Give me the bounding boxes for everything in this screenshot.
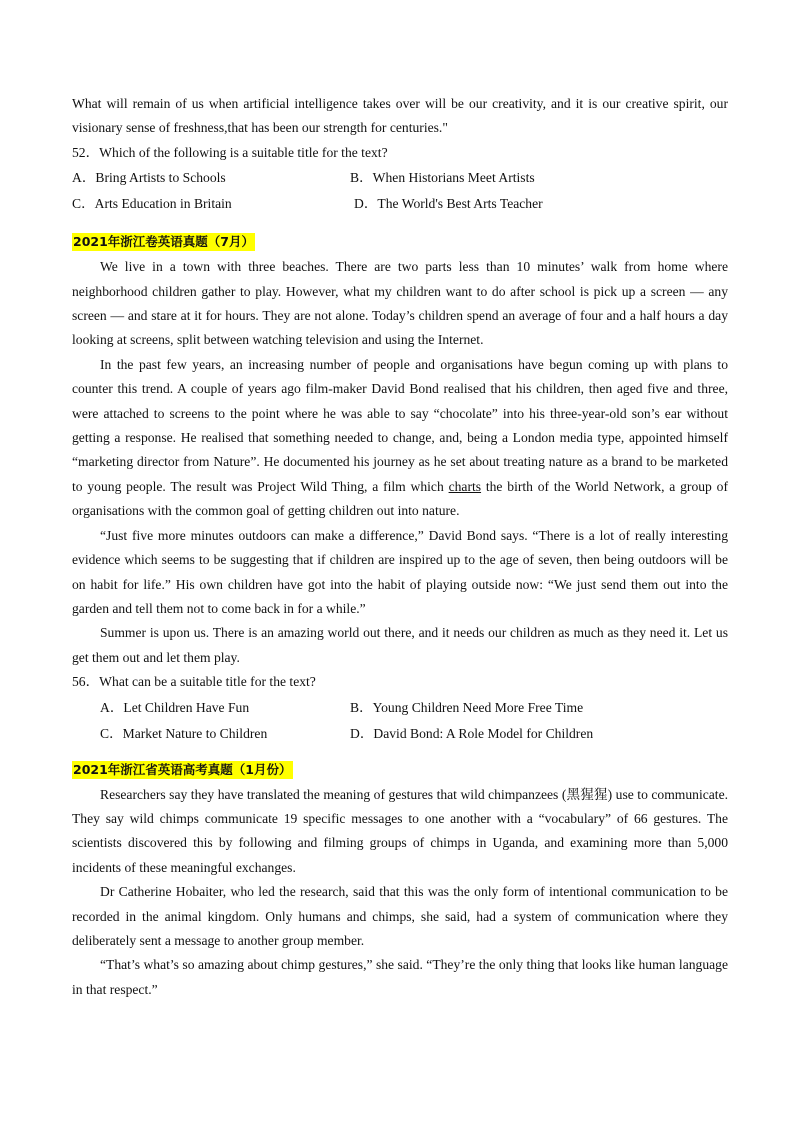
q52-option-a[interactable]: A．Bring Artists to Schools [72, 170, 226, 186]
section1-paragraph-1: We live in a town with three beaches. There are two parts less than 10 minutes’ walk from home where neighborhood children gather to play. However, what my children want to do after school is pick up a screen — any screen — and stare at it for hours. They are not alone. Today’s children spend an average of four and a half hours a day looking at screens, split between watching television and using the Internet. [72, 259, 728, 348]
section-header-wrap [72, 761, 728, 783]
q52-option-b[interactable]: B．When Historians Meet Artists [350, 170, 535, 186]
q56-options-row-1 [72, 695, 728, 721]
section-header-2021-july: 2021年浙江卷英语真题（7月） [73, 234, 254, 250]
q56-option-b[interactable]: B．Young Children Need More Free Time [350, 699, 584, 715]
intro-paragraph: What will remain of us when artificial intelligence takes over will be our creativity, and it is our creative spirit, our visionary sense of freshness,that has been our strength for centuries." [72, 96, 728, 136]
section2-paragraph-1: Researchers say they have translated the meaning of gestures that wild chimpanzees (黑猩猩) use to communicate. They say wild chimps communicate 19 specific messages to one another with a “vocabulary” of 66 gestures. The scientists discovered this by following and filming groups of chimps in Uganda, and examining more than 5,000 incidents of these meaningful exchanges. [72, 786, 728, 875]
q56-option-c[interactable]: C．Market Nature to Children [100, 725, 268, 741]
section1-paragraph-4: Summer is upon us. There is an amazing world out there, and it needs our children as much as they need it. Let us get them out and let them play. [72, 625, 728, 665]
section2-paragraph-3: “That’s what’s so amazing about chimp gestures,” she said. “They’re the only thing that looks like human language in that respect.” [72, 957, 728, 997]
question-52: 52．Which of the following is a suitable title for the text? [72, 144, 388, 160]
section-header-2021-january: 2021年浙江省英语高考真题（1月份） [73, 761, 292, 777]
q56-option-d[interactable]: D．David Bond: A Role Model for Children [350, 725, 594, 741]
p2-text-after: the birth of the World Network, a group of organisations with the common goal of getting children out into nature. [72, 478, 728, 519]
section1-paragraph-3: “Just five more minutes outdoors can make a difference,” David Bond says. “There is a lot of really interesting evidence which seems to be suggesting that if children are inspired up to the age of seven, then being outdoors will be on habit for life.” His own children have got into the habit of playing outside now: “We just send them out into the garden and tell them not to come back in for a while.” [72, 527, 728, 616]
q52-option-d[interactable]: D．The World's Best Arts Teacher [354, 196, 543, 212]
section1-paragraph-2 [72, 353, 728, 524]
q56-options-row-2 [72, 721, 728, 747]
p2-text-before: In the past few years, an increasing number of people and organisations have begun coming up with plans to counter this trend. A couple of years ago film-maker David Bond realised that his children, then aged five and three, were attached to screens to the point where he was able to say “chocolate” into his three-year-old son’s ear without getting a response. He realised that something needed to change, and, being a London media type, appointed himself “marketing director from Nature”. He documented his journey as he set about treating nature as a brand to be marketed to young people. The result was Project Wild Thing, a film which [72, 356, 728, 494]
document-page [72, 92, 728, 1002]
section2-paragraph-2: Dr Catherine Hobaiter, who led the research, said that this was the only form of intentional communication to be recorded in the animal kingdom. Only humans and chimps, she said, had a system of communication where they deliberately sent a message to another group member. [72, 884, 728, 948]
q56-option-a[interactable]: A．Let Children Have Fun [100, 699, 250, 715]
q52-option-c[interactable]: C．Arts Education in Britain [72, 196, 232, 212]
underlined-word-charts: charts [448, 478, 482, 494]
section-header-wrap [72, 233, 728, 255]
q52-options-row-2 [72, 191, 728, 217]
question-56: 56．What can be a suitable title for the text? [72, 674, 316, 690]
q52-options-row-1 [72, 165, 728, 191]
